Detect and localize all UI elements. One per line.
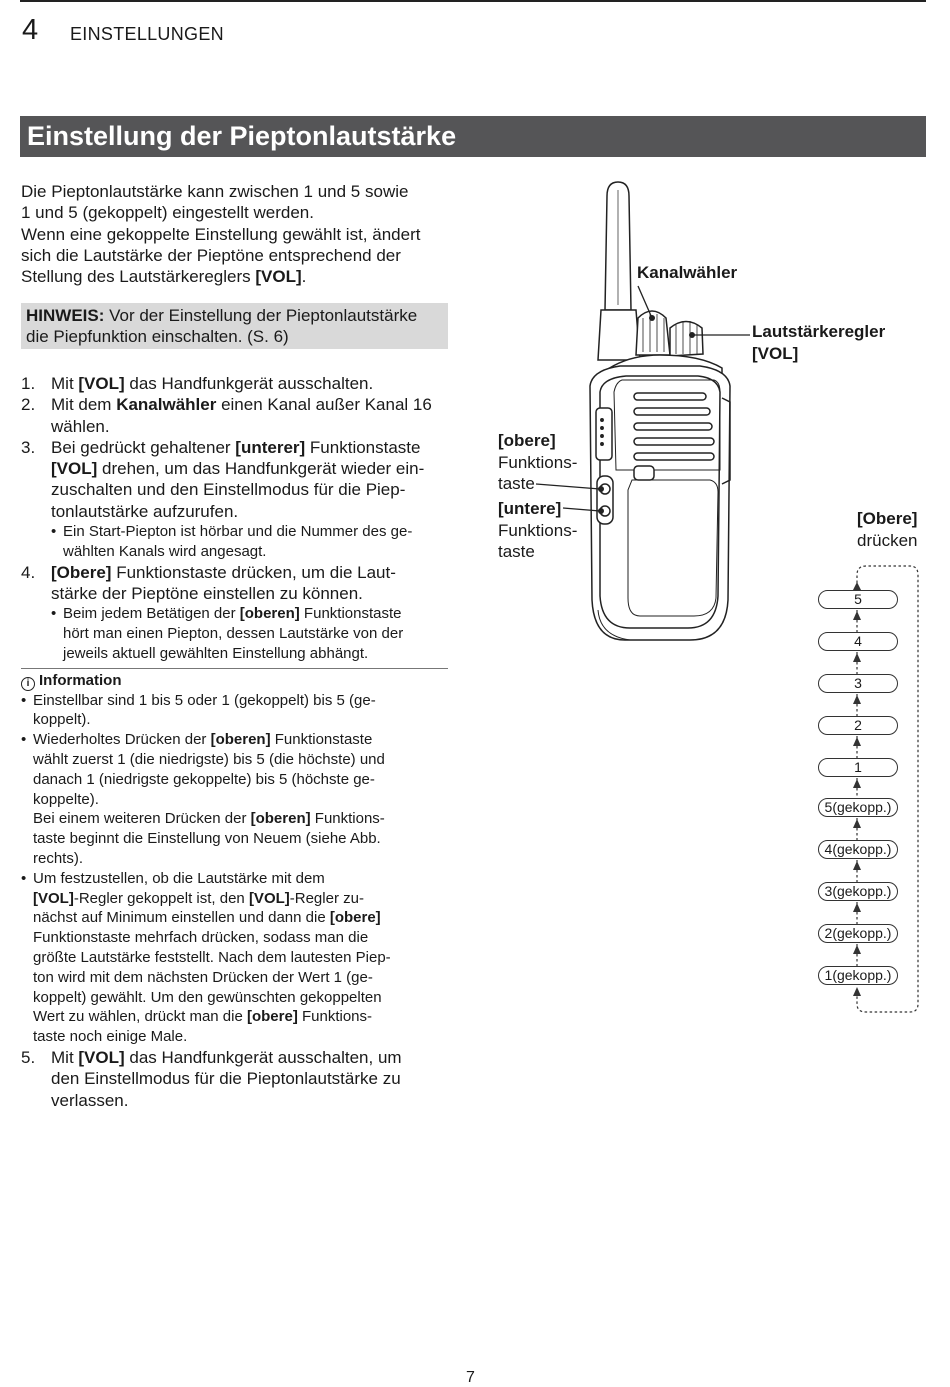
sequence-step: 3(gekopp.): [818, 882, 898, 901]
intro-line: Die Pieptonlautstärke kann zwischen 1 und 5 sowie: [21, 182, 409, 201]
step-4-bullet: • Beim jedem Betätigen der [oberen] Funktionstaste hört man einen Piepton, dessen Lautstärke von der jeweils aktuell gewählten Einstellung abhängt.: [51, 605, 404, 662]
label-volume-knob: Lautstärkeregler [VOL]: [752, 322, 886, 363]
sequence-step: 2: [818, 716, 898, 735]
step-3-bullet: • Ein Start-Piepton ist hörbar und die Nummer des ge- wählten Kanals wird angesagt.: [51, 523, 413, 560]
intro-line: Wenn eine gekoppelte Einstellung gewählt ist, ändert: [21, 224, 421, 244]
chapter-number: 4: [22, 14, 39, 46]
sequence-step: 4(gekopp.): [818, 840, 898, 859]
step-3: 3. Bei gedrückt gehaltener [unterer] Funktionstaste [VOL] drehen, um das Handfunkgerät wieder ein- zuschalten und den Einstellmodus für die Piep- tonlautstärke aufzurufen. • Ein Start-Piepton ist hörbar und die Nummer des ge- wählten Kanals wird angesagt.: [21, 437, 451, 562]
sequence-step: 1(gekopp.): [818, 966, 898, 985]
sequence-step: 1: [818, 758, 898, 777]
info-bullet: • Wiederholtes Drücken der [oberen] Funktionstaste wählt zuerst 1 (die niedrigste) bis 5 (die höchste) und danach 1 (niedrigste gekoppelte) bis 5 (höchste ge- koppelte). Bei einem weiteren Drücken der [oberen] Funktions- taste beginnt die Einstellung von Neuem (siehe Abb. rechts).: [21, 731, 385, 868]
info-bullet: • Einstellbar sind 1 bis 5 oder 1 (gekoppelt) bis 5 (ge- koppelt).: [21, 691, 376, 729]
chapter-title: EINSTELLUNGEN: [70, 24, 224, 44]
label-kanalwaehler: Kanalwähler: [637, 263, 738, 282]
sequence-step: 3: [818, 674, 898, 693]
note-label: HINWEIS:: [26, 306, 105, 325]
section-title: Einstellung der Pieptonlautstärke: [27, 121, 457, 151]
label-press-upper: [Obere] drücken: [857, 509, 918, 550]
sequence-step: 5(gekopp.): [818, 798, 898, 817]
note-box: HINWEIS: Vor der Einstellung der Pieptonlautstärke die Piepfunktion einschalten. (S. 6): [21, 303, 448, 349]
loop-arrow-icon: [853, 582, 861, 590]
page-number: 7: [466, 1369, 475, 1386]
info-bullet: • Um festzustellen, ob die Lautstärke mit dem [VOL]-Regler gekoppelt ist, den [VOL]-Regler zu- nächst auf Minimum einstellen und dann die [obere] Funktionstaste mehrfach drücken, sodass man die größte Lautstärke feststellt. Nach dem lautesten Piep- ton wird mit dem nächsten Drücken der Wert 1 (ge- koppelt) gewählt. Um den gewünschten gekoppelten Wert zu wählen, drückt man die [obere] Funktions- taste noch einige Male.: [21, 869, 391, 1046]
sequence-step: 4: [818, 632, 898, 651]
intro-line: 1 und 5 (gekoppelt) eingestellt werden.: [21, 203, 314, 223]
intro-line: sich die Lautstärke der Pieptöne entsprechend der: [21, 245, 401, 265]
step-1: 1. Mit [VOL] das Handfunkgerät ausschalten.: [21, 374, 374, 393]
label-upper-button: [obere] Funktions- taste: [498, 431, 578, 493]
info-icon: i: [21, 677, 35, 691]
intro-line: Stellung des Lautstärkereglers [VOL].: [21, 267, 307, 287]
step-2: 2. Mit dem Kanalwähler einen Kanal außer Kanal 16 wählen.: [21, 395, 432, 436]
sequence-step: 2(gekopp.): [818, 924, 898, 943]
step-4: 4. [Obere] Funktionstaste drücken, um die Laut- stärke der Pieptöne einstellen zu können. • Beim jedem Betätigen der [oberen] Funktionstaste hört man einen Piepton, dessen Lautstärke von der jeweils aktuell gewählten Einstellung abhängt.: [21, 562, 451, 664]
label-lower-button: [untere] Funktions- taste: [498, 499, 578, 561]
step-5: 5. Mit [VOL] das Handfunkgerät ausschalten, um den Einstellmodus für die Pieptonlautstärke zu verlassen.: [21, 1048, 402, 1110]
info-title: Information: [39, 671, 122, 689]
sequence-step: 5: [818, 590, 898, 609]
